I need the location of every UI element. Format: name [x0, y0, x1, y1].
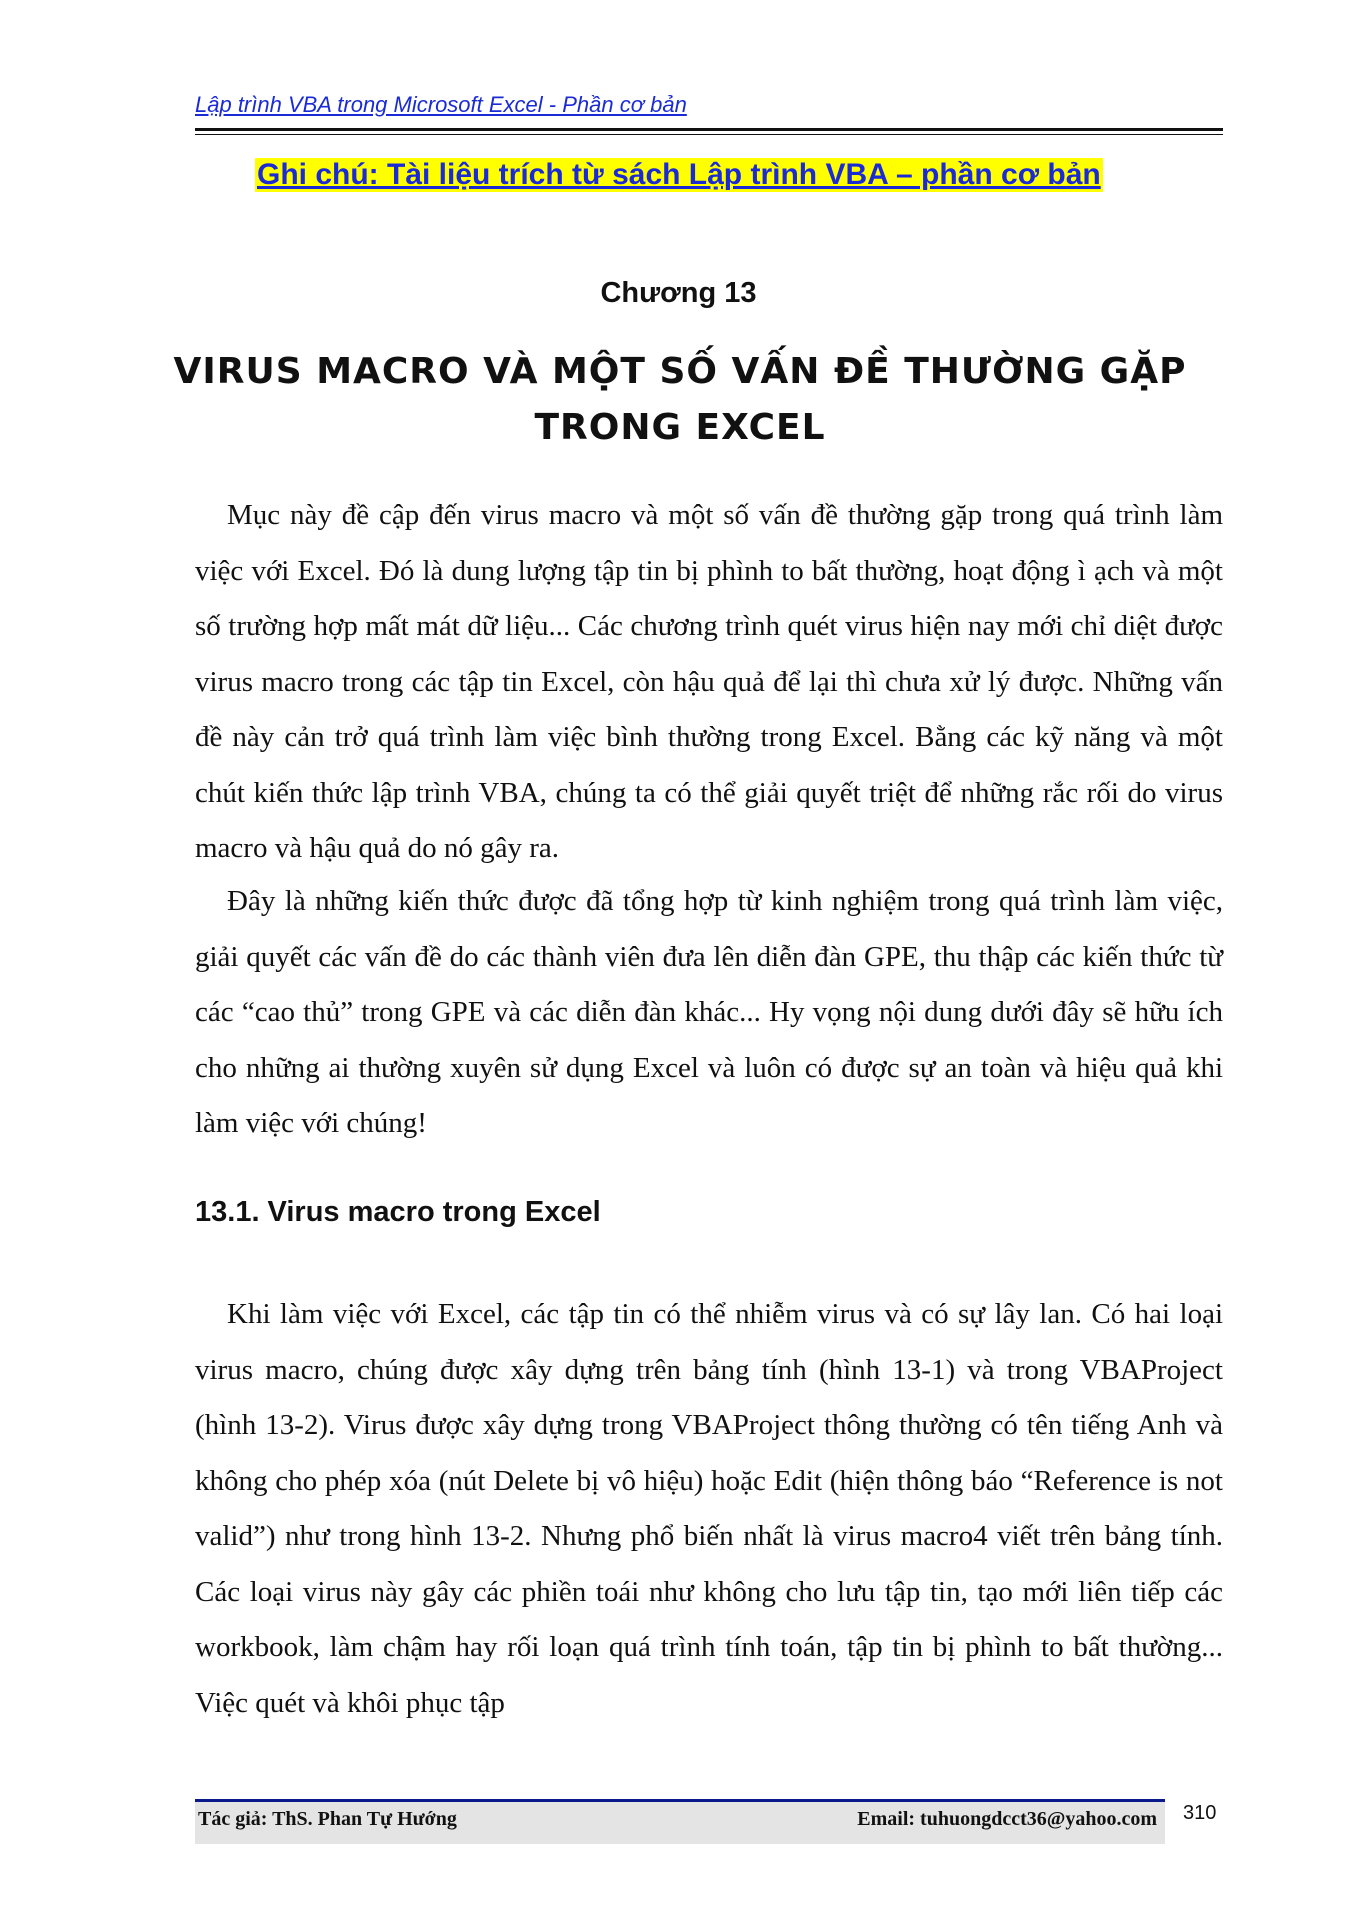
chapter-title-line-1: VIRUS MACRO VÀ MỘT SỐ VẤN ĐỀ THƯỜNG GẶP: [173, 351, 1187, 392]
source-note: Ghi chú: Tài liệu trích từ sách Lập trình VBA – phần cơ bản: [257, 158, 1101, 191]
section-paragraph-1: Khi làm việc với Excel, các tập tin có thể nhiễm virus và có sự lây lan. Có hai loại virus macro, chúng được xây dựng trên bảng tính (hình 13-1) và trong VBAProject (hình 13-2). Virus được xây dựng trong VBAProject thông thường có tên tiếng Anh và không cho phép xóa (nút Delete bị vô hiệu) hoặc Edit (hiện thông báo “Reference is not valid”) như trong hình 13-2. Nhưng phổ biến nhất là virus macro4 viết trên bảng tính. Các loại virus này gây các phiền toái như không cho lưu tập tin, tạo mới liên tiếp các workbook, làm chậm hay rối loạn quá trình tính toán, tập tin bị phình to bất thường... Việc quét và khôi phục tập: [195, 1298, 1223, 1719]
running-header: Lập trình VBA trong Microsoft Excel - Phần cơ bản: [195, 92, 687, 117]
chapter-title-line-2: TRONG EXCEL: [534, 407, 826, 448]
footer-email: Email: tuhuongdcct36@yahoo.com: [857, 1808, 1157, 1830]
intro-paragraph-2: Đây là những kiến thức được đã tổng hợp từ kinh nghiệm trong quá trình làm việc, giải quyết các vấn đề do các thành viên đưa lên diễn đàn GPE, thu thập các kiến thức từ các “cao thủ” trong GPE và các diễn đàn khác... Hy vọng nội dung dưới đây sẽ hữu ích cho những ai thường xuyên sử dụng Excel và luôn có được sự an toàn và hiệu quả khi làm việc với chúng!: [195, 885, 1223, 1139]
intro-paragraph-1: Mục này đề cập đến virus macro và một số vấn đề thường gặp trong quá trình làm việc với Excel. Đó là dung lượng tập tin bị phình to bất thường, hoạt động ì ạch và một số trường hợp mất mát dữ liệu... Các chương trình quét virus hiện nay mới chỉ diệt được virus macro trong các tập tin Excel, còn hậu quả để lại thì chưa xử lý được. Những vấn đề này cản trở quá trình làm việc bình thường trong Excel. Bằng các kỹ năng và một chút kiến thức lập trình VBA, chúng ta có thể giải quyết triệt để những rắc rối do virus macro và hậu quả do nó gây ra.: [195, 499, 1223, 864]
chapter-label: Chương 13: [600, 277, 757, 309]
header-rule-thin: [195, 134, 1223, 135]
section-heading: 13.1. Virus macro trong Excel: [195, 1196, 601, 1228]
page-number: 310: [1183, 1802, 1217, 1824]
footer-author: Tác giả: ThS. Phan Tự Hướng: [198, 1808, 457, 1830]
header-rule: [195, 128, 1223, 131]
chapter-title: [150, 344, 1210, 456]
